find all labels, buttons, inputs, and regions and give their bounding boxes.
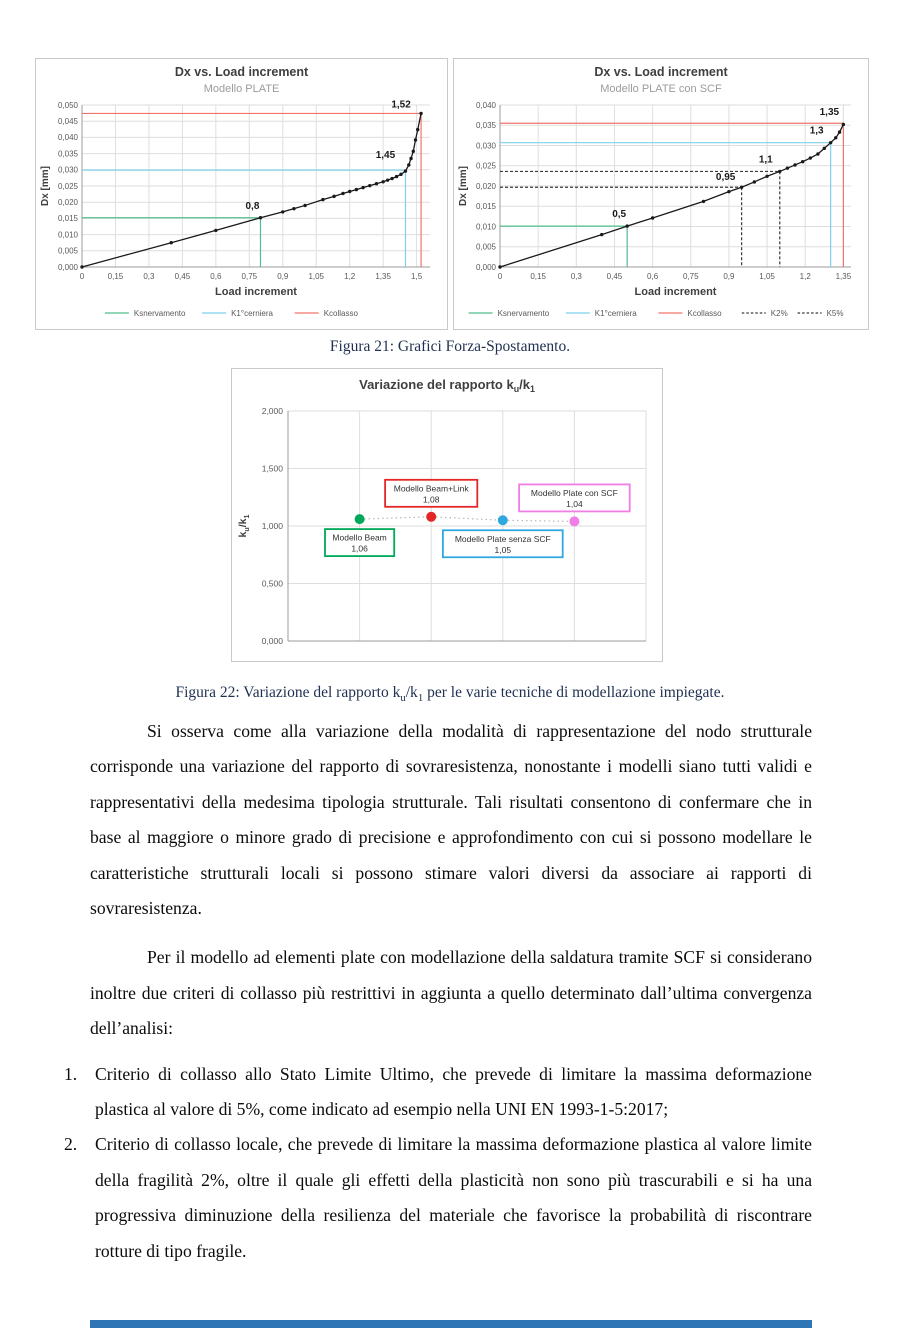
list-item-number: 2. (64, 1134, 78, 1155)
svg-text:Load increment: Load increment (215, 286, 297, 298)
svg-text:1,05: 1,05 (494, 544, 512, 555)
figure21-row (35, 58, 869, 330)
svg-text:0,035: 0,035 (475, 121, 496, 131)
svg-text:2,000: 2,000 (261, 406, 283, 416)
svg-text:1,45: 1,45 (375, 150, 396, 162)
svg-text:1,04: 1,04 (566, 498, 583, 509)
svg-text:1,35: 1,35 (819, 107, 840, 119)
svg-text:1,35: 1,35 (835, 272, 852, 281)
svg-text:0,015: 0,015 (57, 214, 78, 224)
svg-text:1,1: 1,1 (758, 154, 773, 166)
svg-text:Dx vs. Load increment: Dx vs. Load increment (174, 65, 309, 79)
svg-text:0,6: 0,6 (210, 272, 222, 281)
svg-text:K1°cerniera: K1°cerniera (594, 309, 637, 318)
svg-text:1,05: 1,05 (308, 272, 325, 281)
svg-text:Ksnervamento: Ksnervamento (497, 309, 550, 318)
svg-text:0,020: 0,020 (57, 198, 78, 207)
svg-text:Variazione del rapporto ku/k1: Variazione del rapporto $k_u/k_1$ (359, 377, 535, 394)
svg-text:0,3: 0,3 (570, 272, 582, 281)
svg-text:0,6: 0,6 (647, 272, 659, 281)
svg-text:0,005: 0,005 (475, 242, 496, 252)
svg-text:0,8: 0,8 (245, 200, 260, 212)
svg-text:Load increment: Load increment (634, 286, 717, 298)
list-item-text: Criterio di collasso locale, che prevede di limitare la massima deformazione plastica al valore limite della fragilità 2%, oltre il quale gli effetti della plasticità non sono più trascurabili e si ha una progressiva diminuzione della resilienza del materiale che favorisce la probabilità di riscontrare rotture di tipo fragile. (95, 1134, 812, 1261)
svg-text:0,010: 0,010 (57, 230, 78, 240)
svg-text:0,45: 0,45 (606, 272, 623, 281)
svg-text:0,9: 0,9 (277, 272, 289, 281)
svg-text:0,020: 0,020 (475, 181, 496, 191)
ku-k1-ratio-chart (232, 369, 662, 661)
svg-text:1,05: 1,05 (759, 272, 775, 281)
svg-text:1,3: 1,3 (809, 125, 824, 137)
svg-text:0,010: 0,010 (475, 222, 496, 232)
svg-text:Modello Plate senza SCF: Modello Plate senza SCF (454, 533, 551, 544)
svg-text:Modello PLATE: Modello PLATE (203, 83, 280, 95)
svg-text:0,000: 0,000 (475, 262, 496, 272)
dx-load-chart-plate-scf (454, 59, 868, 329)
list-item-number: 1. (64, 1063, 78, 1084)
svg-text:0,5: 0,5 (612, 209, 627, 221)
svg-text:0: 0 (79, 272, 85, 281)
svg-text:1,35: 1,35 (375, 272, 391, 281)
svg-text:Dx [mm]: Dx [mm] (40, 165, 51, 207)
svg-text:0,030: 0,030 (475, 141, 496, 151)
svg-text:Ksnervamento: Ksnervamento (133, 309, 186, 318)
svg-text:Kcollasso: Kcollasso (687, 309, 722, 318)
svg-text:Dx [mm]: Dx [mm] (458, 165, 469, 207)
svg-text:1,2: 1,2 (799, 272, 811, 281)
svg-text:1,500: 1,500 (261, 463, 283, 474)
footer-accent-bar (90, 1320, 812, 1328)
svg-text:Modello Beam+Link: Modello Beam+Link (393, 483, 469, 494)
svg-text:0,3: 0,3 (143, 272, 155, 281)
list-item (64, 1057, 812, 1128)
svg-text:0,005: 0,005 (57, 246, 78, 256)
svg-text:0: 0 (497, 272, 503, 281)
figure22-caption: Figura 22: Variazione del rapporto $k_u/k_1$ per le varie tecniche di modellazione impiegate. (175, 684, 725, 705)
svg-text:0,035: 0,035 (57, 149, 78, 159)
body-text (64, 714, 812, 1269)
svg-text:0,45: 0,45 (174, 272, 191, 281)
svg-text:0,025: 0,025 (57, 181, 78, 191)
svg-text:0,9: 0,9 (723, 272, 735, 281)
figure22-chart (231, 368, 663, 662)
svg-text:0,15: 0,15 (107, 272, 124, 281)
svg-text:Modello Beam: Modello Beam (332, 532, 387, 543)
svg-text:0,500: 0,500 (261, 578, 283, 589)
svg-text:0,75: 0,75 (241, 272, 258, 281)
svg-text:1,08: 1,08 (422, 494, 440, 505)
figure21-chart-plate (35, 58, 448, 330)
dx-load-chart-plate (36, 59, 447, 329)
svg-text:0,050: 0,050 (57, 100, 78, 110)
svg-text:Dx vs. Load increment: Dx vs. Load increment (594, 65, 728, 79)
svg-text:0,040: 0,040 (57, 133, 78, 143)
figure21-caption: Figura 21: Grafici Forza-Spostamento. (329, 338, 571, 355)
svg-text:0,15: 0,15 (530, 272, 546, 281)
svg-text:0,045: 0,045 (57, 117, 78, 126)
svg-text:0,000: 0,000 (261, 636, 283, 646)
svg-text:1,000: 1,000 (261, 521, 283, 531)
svg-text:0,025: 0,025 (475, 161, 496, 171)
svg-text:0,040: 0,040 (475, 100, 496, 110)
svg-text:0,030: 0,030 (57, 165, 78, 175)
svg-text:0,95: 0,95 (715, 172, 736, 184)
svg-text:1,06: 1,06 (351, 543, 368, 554)
figure21-chart-plate-scf (453, 58, 869, 330)
svg-text:0,015: 0,015 (475, 202, 496, 212)
svg-text:Kcollasso: Kcollasso (323, 309, 358, 318)
svg-text:Modello PLATE con SCF: Modello PLATE con SCF (600, 83, 722, 95)
svg-text:ku/k1: $k_u/k_1$ (237, 514, 251, 538)
list-item-text: Criterio di collasso allo Stato Limite Ultimo, che prevede di limitare la massima deformazione plastica al valore di 5%, come indicato ad esempio nella UNI EN 1993-1-5:2017; (95, 1063, 812, 1120)
svg-text:K1°cerniera: K1°cerniera (231, 309, 273, 318)
svg-text:0,75: 0,75 (682, 272, 699, 281)
svg-text:1,5: 1,5 (411, 272, 423, 281)
svg-text:K2%: K2% (770, 309, 788, 318)
paragraph-criteri-collasso: Per il modello ad elementi plate con modellazione della saldatura tramite SCF si considerano inoltre due criteri di collasso più restrittivi in aggiunta a quello determinato dall’ultima convergenza dell’analisi: (90, 947, 812, 1039)
svg-text:1,2: 1,2 (344, 272, 356, 281)
list-item (64, 1127, 812, 1269)
svg-text:K5%: K5% (826, 309, 844, 318)
svg-text:Modello Plate con SCF: Modello Plate con SCF (530, 487, 618, 498)
paragraph-sovraresistenza: Si osserva come alla variazione della modalità di rappresentazione del nodo strutturale corrisponde una variazione del rapporto di sovraresistenza, nonostante i modelli siano tutti validi e rappresentativi della medesima tipologia strutturale. Tali risultati consentono di confermare che in base al maggiore o minore grado di precisione e approfondimento con cui si possono modellare le caratteristiche strutturali locali si possono stimare valori diversi da associare ai rapporti di sovraresistenza. (90, 721, 812, 919)
svg-text:1,52: 1,52 (391, 99, 411, 111)
svg-text:0,000: 0,000 (57, 262, 78, 272)
criteria-list (64, 1057, 812, 1269)
